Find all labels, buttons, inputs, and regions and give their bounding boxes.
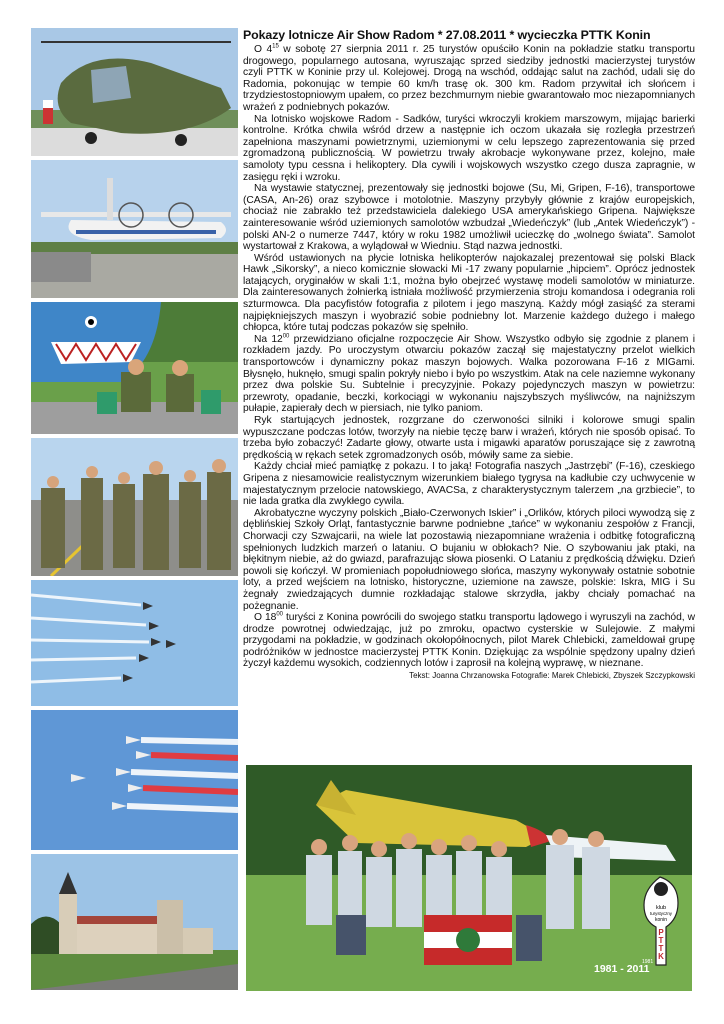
paragraph-time-prefix: Na 12 xyxy=(254,333,283,345)
helicopter-photo xyxy=(31,28,238,156)
pilots-photo xyxy=(31,438,238,576)
pttk-logo xyxy=(638,875,684,967)
paragraph-text: Akrobatyczne wyczyny polskich „Biało-Czerwonych Iskier” i „Orlików, których piloci wywodzą się z dęblińskiej Szkoły Orląt, fantastycznie barwne podniebne „tańce” w wykonaniu zespołów z Francji, Chorwacji czy Szwajcarii, na wiele lat pozostawią niezapomniane wrażenia i odbitkę fotograficzną spełnionych ludzkich marzeń o lataniu. O bujaniu w obłokach? Nie. O szybowaniu jak ptaki, na błękitnym niebie, aż do gwiazd, parafrazując słowa piosenki. O Lataniu z prędkością dźwięku. Dzień powoli się kończył. W promieniach popołudniowego słońca, maszyny wykonywały ostatnie sobotnie loty, a przed wejściem na lotnisko, historyczne, uziemione na zawsze, polskie: Iskra, MIG i Su żegnały zwiedzających dumnie rozkładając stalowe skrzydła, jakby chciały pomachać na pożegnanie. xyxy=(243,507,695,612)
paragraph-text: przewidziano oficjalne rozpoczęcie Air Show. Wszystko odbyło się zgodnie z planem i rozkładem jazdy. Po uroczystym otwarciu pokazów zaczął się majestatyczny przelot wielkich transportowców i dynamiczny pokaz maszyn bojowych. Walka pozorowana F-16 z MIGami. Błysnęło, huknęło, smugi spalin pokryły niebo i było po wszystkim. Atak na cele naziemne wykonany przez dwa polskie Su. Subtelnie i precyzyjnie. Pokazy pojedynczych maszyn w powietrzu: przewroty, opadanie, beczki, korkociągi w wykonaniu najszybszych myśliwców, na najniższym pułapie, zapierały dech w piersiach, nie tylko paniom. xyxy=(243,333,695,415)
paragraph-time-minutes: 15 xyxy=(272,43,279,50)
group-photo xyxy=(246,765,692,991)
paragraph-text: Ryk startujących jednostek, rozgrzane do czerwoności silniki i kolorowe smugi spalin wypuszczane podczas lotów, tworzyły na niebie tęczę barw i wrażeń, których nie sposób opisać. To trzeba było zobaczyć! Zadarte głowy, otwarte usta i migawki aparatów poruszające się z zawrotną prędkością w rękach setek zgromadzonych osób, mówiły same za siebie. xyxy=(243,415,695,461)
smoke-trails-photo xyxy=(31,710,238,850)
paragraph-time-minutes: 00 xyxy=(282,333,290,340)
photo-credits: Tekst: Joanna Chrzanowska Fotografie: Marek Chlebicki, Zbyszek Szczypkowski xyxy=(409,671,695,681)
formation-flight-photo xyxy=(31,580,238,706)
article-title: Pokazy lotnicze Air Show Radom * 27.08.2011 * wycieczka PTTK Konin xyxy=(243,28,651,42)
article-paragraph xyxy=(243,461,695,507)
paragraph-time-prefix: O 18 xyxy=(254,612,277,624)
paragraph-text: Każdy chciał mieć pamiątkę z pokazu. I to jaką! Fotografia naszych „Jastrzębi” (F-16), czeskiego Gripena z niesamowicie realistycznym wizerunkiem białego tygrysa na kadłubie czy uchwycenie w majestatycznym przelocie natowskiego, AVACSa, z charakterystycznym talerzem „na grzbiecie”, to nie lada gratka dla zwykłego cywila. xyxy=(243,461,695,508)
paragraph-text: turyści z Konina powrócili do swojego statku transportu lądowego i wyruszyli na zachód, w drodze powrotnej odwiedzając, już po zmroku, opactwo cysterskie w Sulejowie. Z małymi przygodami na pokładzie, w godzinach okołopółnocnych, pilot Marek Chlebicki, zameldował grupę podróżników w jednostce macierzystej PTTK Konin. Dziękując za wspólnie spędzony upalny dzień życzył każdemu wysokich, codziennych lotów i zaprosił na kolejną wyprawę, w nieznane. xyxy=(243,612,695,670)
article-paragraph xyxy=(243,253,695,334)
logo-text-turystyczny: turystyczny xyxy=(650,911,672,916)
paragraph-text: Na wystawie statycznej, prezentowały się jednostki bojowe (Su, Mi, Gripen, F-16), transportowe (CASA, An-26) oraz szybowce i motolotnie. Maszyny przybyły głównie z krajów europejskich, chociaż nie zabrakło też przedstawiciela dalekiego USA amerykańskiego Gripena. Największe zainteresowanie wśród uziemionych samolotów wzbudzał „Wiedeńczyk” (lub „Antek Wiedeńczyk”) - polski AN-2 o numerze 7447, który w roku 1982 umożliwił ucieczkę do „wolnego świata”. Samolot wystartował z Krakowa, a wylądował w Wiedniu. Stąd nazwa jednostki. xyxy=(243,183,695,253)
shark-helicopter-photo xyxy=(31,302,238,434)
article-paragraph xyxy=(243,183,695,253)
transport-plane-photo xyxy=(31,160,238,298)
logo-text-klub: klub xyxy=(655,905,667,911)
article-paragraph xyxy=(243,334,695,415)
paragraph-text: Wśród ustawionych na płycie lotniska helikopterów najokazalej prezentował się polski Black Hawk „Sikorsky”, a nieco komicznie słowacki Mi -17 zwany popularnie „hipciem”. Oprócz jednostek latających, oryginałów w skali 1:1, można było obejrzeć wystawę modeli samolotów w miniaturze. Dla zainteresowanych żołnierką istniała możliwość przymierzenia stroju komandosa i odegrania roli szturmowca. Dla pacyfistów fotografia z pilotem i jego maszyną. Każdy mógł zasiąść za sterami najpiękniejszych maszyn i wyobrazić sobie podniebny lot. Marzenie każdego dużego i małego chłopca, które tutaj podczas pokazów się spełniło. xyxy=(243,252,695,334)
paragraph-time-minutes: 00 xyxy=(276,611,283,618)
article-body xyxy=(243,44,695,670)
article-paragraph xyxy=(243,44,695,114)
abbey-castle-photo xyxy=(31,854,238,990)
paragraph-text: w sobotę 27 sierpnia 2011 r. 25 turystów opuściło Konin na pokładzie statku transportu drogowego, popularnego autosana, wyruszając sprzed siedziby jednostki macierzystej turystów czyli PTTK w Koninie przy ul. Kolejowej. Drogą na wschód, oddając salut na zachód, udali się do Radomia, pokonując w tempie 60 km/h trasę ok. 300 km. Radom przywitał ich słońcem i trzydziestostopniowym upałem, co przez bezchmurnym niebie gwarantowało moc niezapomnianych wrażeń z podniebnych pokazów. xyxy=(243,44,695,113)
article-paragraph xyxy=(243,612,695,670)
paragraph-time-prefix: O 4 xyxy=(254,44,273,55)
article-paragraph xyxy=(243,508,695,612)
anniversary-range: 1981 - 2011 xyxy=(594,963,650,975)
logo-text-konin: konin xyxy=(655,917,667,923)
article-paragraph xyxy=(243,415,695,461)
logo-year: 1981 xyxy=(642,959,654,965)
article-paragraph xyxy=(243,114,695,184)
logo-letter-p: P T T K xyxy=(658,928,664,961)
article xyxy=(243,28,695,680)
paragraph-text: Na lotnisko wojskowe Radom - Sadków, turyści wkroczyli krokiem marszowym, mijając barierki kontrolne. Krótka chwila wśród drzew a następnie ich oczom ukazała się rozległa przestrzeń zapełniona maszynami powietrznymi, uziemionymi w celu lepszego zaprezentowania się przed zgromadzoną publicznością. W powietrzu trwały akrobacje wykonywane przez, kolejno, małe samoloty typu cessna i helikoptery. Dla cywili i wojskowych wszystko czego dusza zapragnie, w zasięgu ręki i wzroku. xyxy=(243,113,695,183)
